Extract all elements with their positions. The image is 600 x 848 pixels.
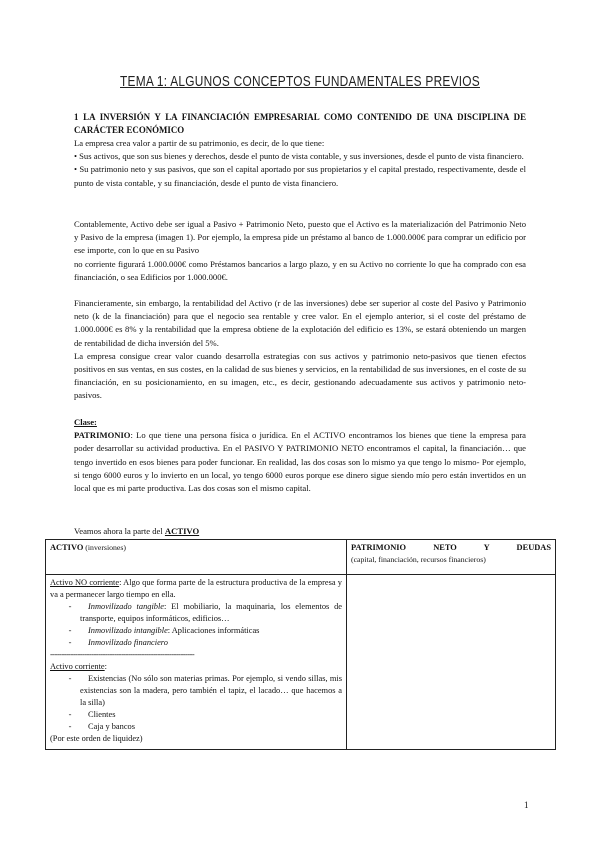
table-body-row bbox=[46, 575, 556, 750]
list-item: - Inmovilizado financiero bbox=[68, 638, 168, 647]
paragraph-financiero bbox=[74, 297, 526, 403]
ac-item-text: Existencias (No sólo son materias primas. Por ejemplo, si vendo sillas, mis existencias son la madera, pero también el tapiz, el lacado… que hacemos a la silla) bbox=[80, 674, 342, 707]
activo-header: ACTIVO bbox=[50, 543, 84, 552]
list-item: - Inmovilizado intangible: Aplicaciones informáticas bbox=[68, 626, 260, 635]
veamos-prefix: Veamos ahora la parte del bbox=[74, 526, 165, 536]
veamos-activo: ACTIVO bbox=[164, 526, 200, 536]
bullet-activos: • Sus activos, que son sus bienes y derechos, desde el punto de vista contable, y sus inversiones, desde el punto de vista financiero. bbox=[74, 151, 524, 162]
paragraph-contable bbox=[74, 218, 526, 284]
patrimonio-label: PATRIMONIO bbox=[74, 430, 131, 441]
anc-paragraph bbox=[50, 577, 342, 601]
clase-label: Clase: bbox=[74, 417, 97, 427]
section-heading: 1 LA INVERSIÓN Y LA FINANCIACIÓN EMPRESARIAL COMO CONTENIDO DE UNA DISCIPLINA DE CARÁCTER ECONÓMICO bbox=[74, 112, 526, 135]
activo-header-cell bbox=[46, 540, 347, 575]
anc-label: Activo NO corriente bbox=[50, 578, 120, 587]
ac-paragraph bbox=[50, 661, 342, 673]
patrimonio-text: : Lo que tiene una persona física o jurídica. En el ACTIVO encontramos los bienes que tiene la empresa para poder desarrollar su actividad productiva. En el PASIVO Y PATRIMONIO NETO encontramos el capital, la financiación… que tengo invertido en esos bienes para poder funcionar. En realidad, las dos cosas son lo mismo ya que tengo lo mismo- Por ejemplo, si tengo 6000 euros y lo invierto en un local, yo tengo 6000 euros porque ese dinero sigue siendo mío pero están invertidos en un local que es mi parte productiva. Las dos cosas son el mismo capital. bbox=[74, 430, 526, 494]
pn-body-cell bbox=[347, 575, 556, 750]
section-1 bbox=[74, 111, 526, 190]
separator-line: --------------------------------------------------------------- bbox=[50, 650, 195, 659]
anc-item-label: Inmovilizado financiero bbox=[88, 638, 168, 647]
paragraph-valor-text: La empresa consigue crear valor cuando desarrolla estrategias con sus activos y patrimonio neto-pasivos que tienen efectos positivos en sus ventas, en sus costes, en la calidad de sus bienes y servicios, en la rentabilidad de sus inversiones, en el coste de su financiación, en su posicionamiento, en su imagen, etc., es decir, gestionando adecuadamente sus activos y patrimonio neto-pasivos. bbox=[74, 350, 526, 401]
paragraph-contable-b: no corriente figurará 1.000.000€ como Préstamos bancarios a largo plazo, y en su Activo no corriente lo que ha comprado con esa financiación, o sea Edificios por 1.000.000€. bbox=[74, 258, 526, 282]
page-number: 1 bbox=[524, 800, 529, 810]
list-item: - Inmovilizado tangible: El mobiliario, la maquinaria, los elementos de transporte, equipos informáticos, edificios… bbox=[68, 602, 342, 623]
anc-item-label: Inmovilizado tangible bbox=[88, 602, 165, 611]
table-header-row bbox=[46, 540, 556, 575]
list-item: - Existencias (No sólo son materias primas. Por ejemplo, si vendo sillas, mis existencias son la madera, pero también el tapiz, el lacado… que hacemos a la silla) bbox=[68, 674, 342, 707]
anc-item-text: : El mobiliario, la maquinaria, los elementos de transporte, equipos informáticos, edificios… bbox=[80, 602, 342, 623]
order-note: (Por este orden de liquidez) bbox=[50, 734, 143, 743]
pn-header-cell bbox=[347, 540, 556, 575]
ac-item-text: Caja y bancos bbox=[88, 722, 135, 731]
pn-subheader: (capital, financiación, recursos financieros) bbox=[351, 555, 486, 564]
page-title: TEMA 1: ALGUNOS CONCEPTOS FUNDAMENTALES PREVIOS bbox=[120, 74, 480, 90]
activo-body-cell bbox=[46, 575, 347, 750]
anc-item-text: : Aplicaciones informáticas bbox=[167, 626, 260, 635]
list-item: - Clientes bbox=[68, 710, 116, 719]
activo-subheader: (inversiones) bbox=[83, 543, 126, 552]
anc-item-label: Inmovilizado intangible bbox=[88, 626, 168, 635]
ac-item-text: Clientes bbox=[88, 710, 116, 719]
pn-header: PATRIMONIO NETO Y DEUDAS bbox=[351, 543, 551, 552]
veamos-line bbox=[74, 525, 526, 538]
paragraph-financiero-text: Financieramente, sin embargo, la rentabilidad del Activo (r de las inversiones) debe ser superior al coste del Pasivo y Patrimonio neto (k de la financiación) para que el negocio sea rentable y cree valor. En el ejemplo anterior, si el coste del préstamo de 1.000.000€ es 8% y la rentabilidad que la empresa obtiene de la explotación del edificio es 13%, se estará obteniendo un margen de rentabilidad de dicha inversión del 5%. bbox=[74, 298, 526, 348]
intro-text: La empresa crea valor a partir de su patrimonio, es decir, de lo que tiene: bbox=[74, 138, 325, 148]
bullet-patrimonio: • Su patrimonio neto y sus pasivos, que son el capital aportado por sus propietarios y el capital prestado, respectivamente, desde el punto de vista contable, y su financiación, desde el punto de vista financiero. bbox=[74, 164, 526, 188]
ac-text: : bbox=[104, 662, 107, 671]
patrimonio-paragraph bbox=[74, 429, 526, 495]
anc-text: : Algo que forma parte de la estructura productiva de la empresa y va a permanecer largo tiempo en ella. bbox=[50, 578, 342, 599]
paragraph-contable-a: Contablemente, Activo debe ser igual a Pasivo + Patrimonio Neto, puesto que el Activo es la materialización del Patrimonio Neto y Pasivo de la empresa (imagen 1). Por ejemplo, la empresa pide un préstamo al banco de 1.000.000€ para comprar un edificio por ese importe, con lo que en su Pasivo bbox=[74, 219, 526, 256]
clase-section bbox=[74, 416, 526, 495]
list-item: - Caja y bancos bbox=[68, 722, 135, 731]
balance-table bbox=[45, 539, 556, 750]
ac-label: Activo corriente bbox=[50, 662, 105, 671]
